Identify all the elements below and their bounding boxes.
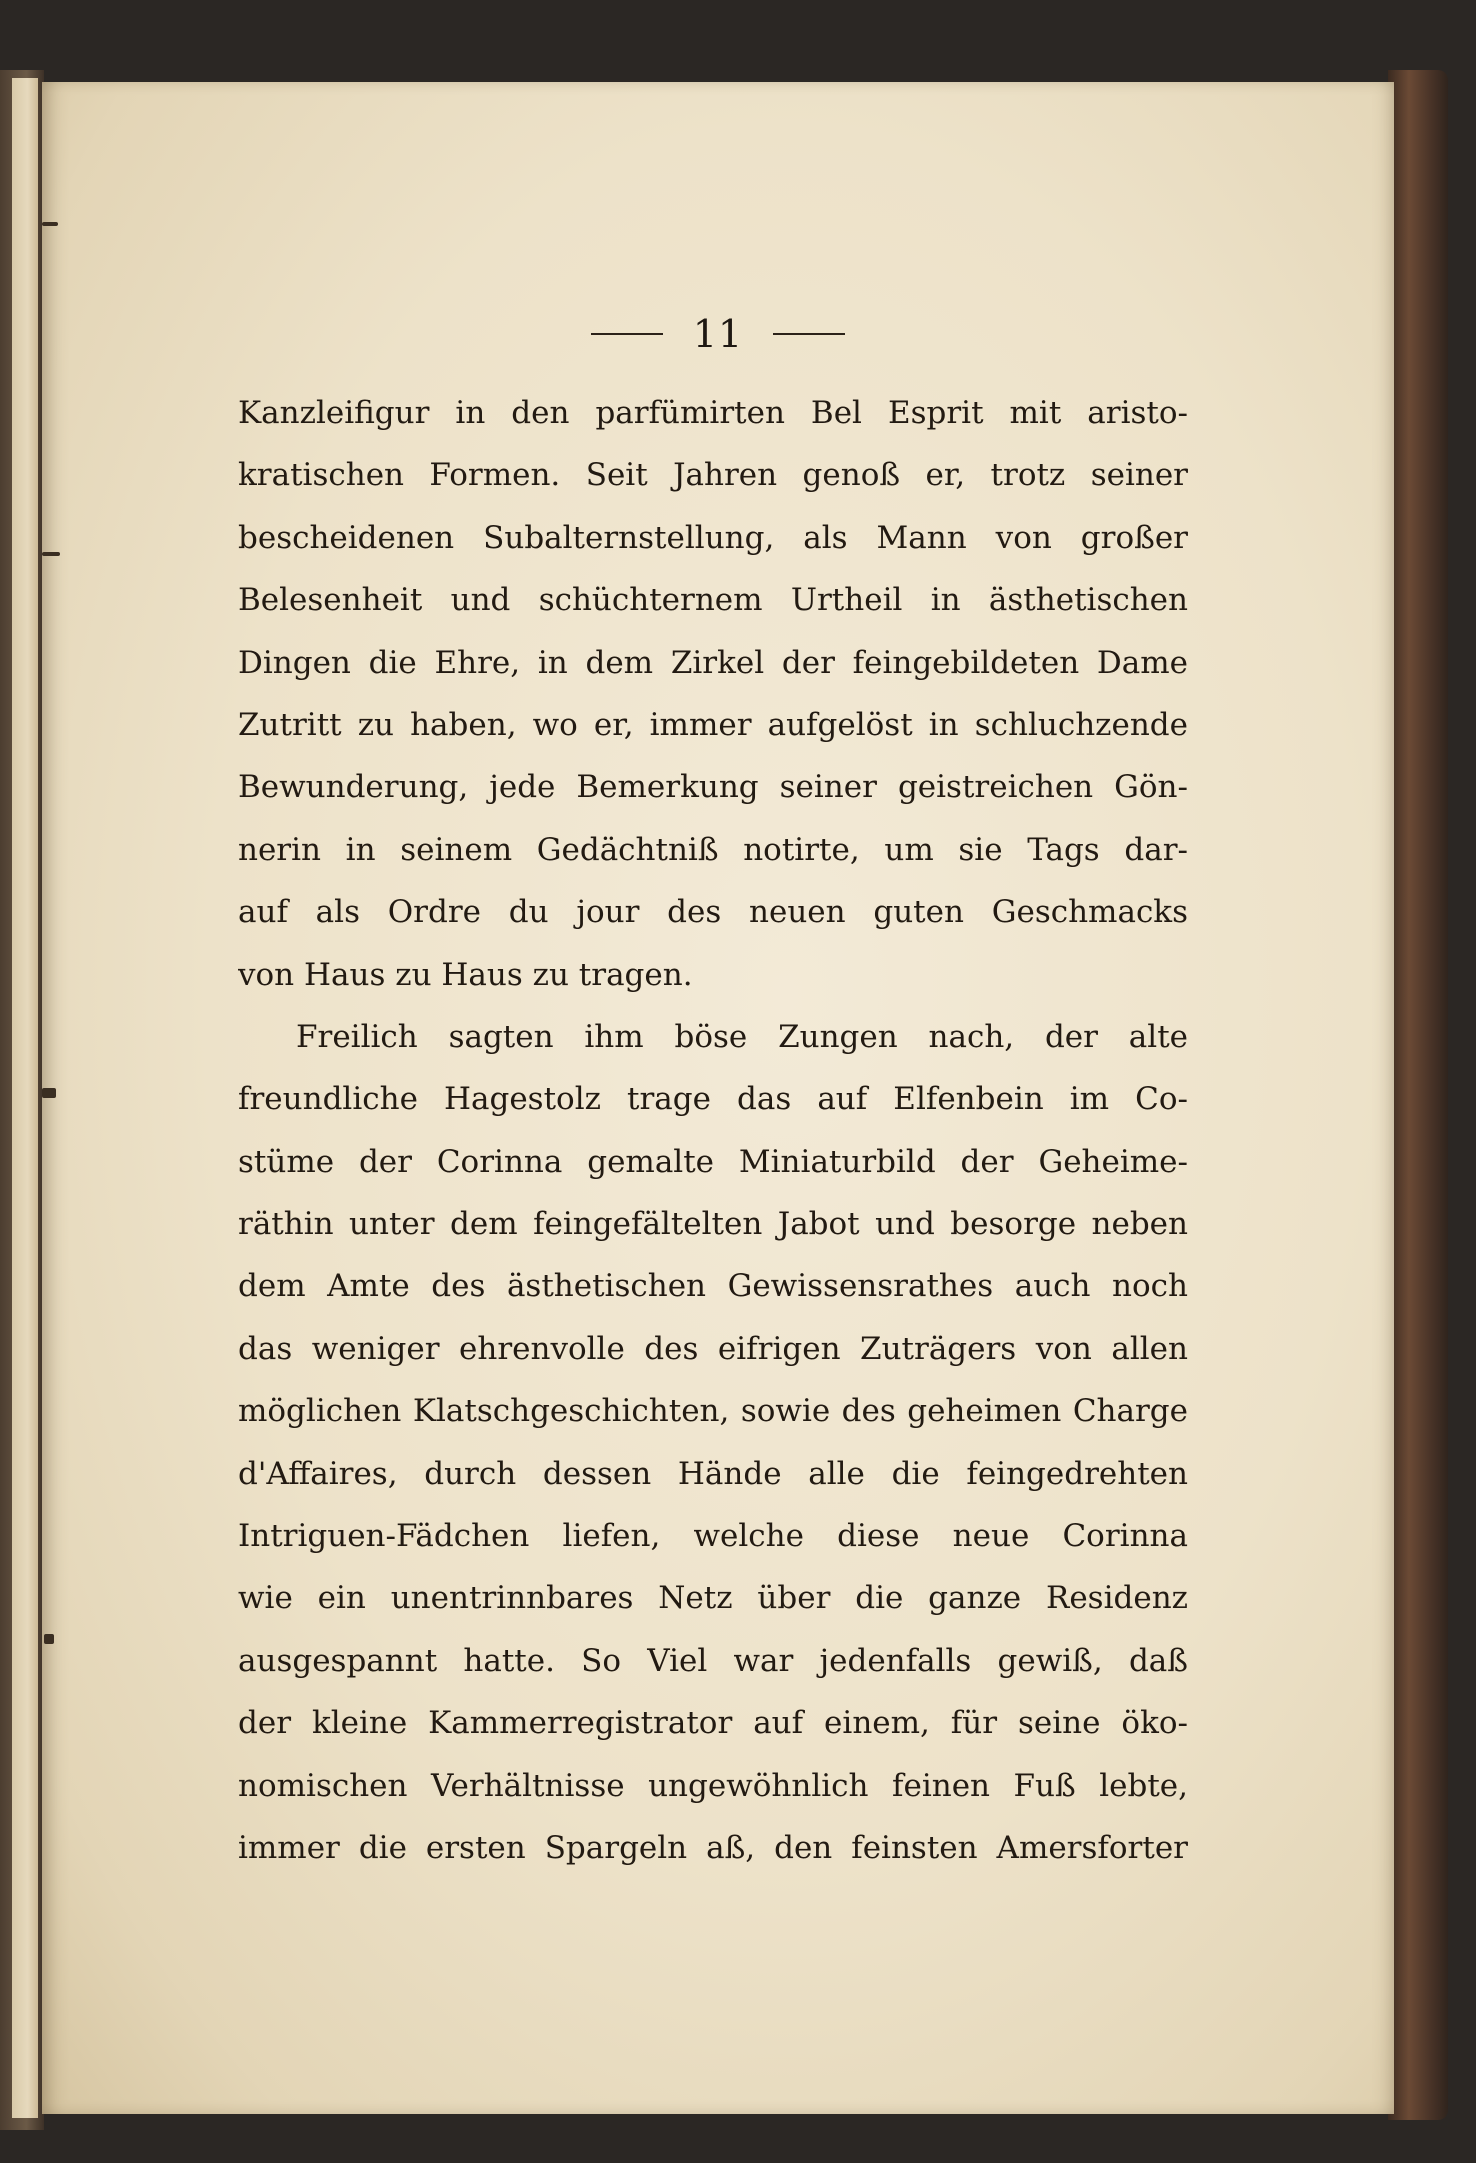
text-line: kratischen Formen. Seit Jahren genoß er, trotz seiner (238, 457, 1188, 494)
header-rule-left (591, 333, 663, 335)
text-line: stüme der Corinna gemalte Miniaturbild der Geheime- (238, 1143, 1188, 1180)
text-line: Belesenheit und schüchternem Urtheil in ästhetischen (238, 582, 1188, 619)
text-line: ausgespannt hatte. So Viel war jedenfalls gewiß, daß (238, 1642, 1188, 1679)
text-line: der kleine Kammerregistrator auf einem, für seine öko- (238, 1705, 1188, 1742)
text-line: nerin in seinem Gedächtniß notirte, um sie Tags dar- (238, 831, 1188, 868)
text-line: nomischen Verhältnisse ungewöhnlich feinen Fuß lebte, (238, 1767, 1188, 1804)
text-line: räthin unter dem feingefältelten Jabot und besorge neben (238, 1206, 1188, 1243)
text-line: das weniger ehrenvolle des eifrigen Zuträgers von allen (238, 1330, 1188, 1367)
margin-speck (42, 222, 58, 226)
book-cover-right (1388, 70, 1448, 2120)
text-line: freundliche Hagestolz trage das auf Elfenbein im Co- (238, 1081, 1188, 1118)
text-line-paragraph-end: von Haus zu Haus zu tragen. (238, 956, 693, 993)
text-line: Kanzleifigur in den parfümirten Bel Esprit mit aristo- (238, 395, 1188, 431)
text-line-paragraph-start: Freilich sagten ihm böse Zungen nach, der alte (296, 1018, 1188, 1055)
margin-speck (44, 1634, 54, 1644)
text-line: d'Affaires, durch dessen Hände alle die feingedrehten (238, 1455, 1188, 1492)
text-line: möglichen Klatschgeschichten, sowie des geheimen Charge (238, 1393, 1188, 1430)
margin-speck (42, 552, 60, 556)
text-line: bescheidenen Subalternstellung, als Mann von großer (238, 519, 1188, 556)
text-line: immer die ersten Spargeln aß, den feinsten Amersforter (238, 1829, 1188, 1866)
margin-speck (42, 1088, 56, 1098)
text-line: dem Amte des ästhetischen Gewissensrathes auch noch (238, 1268, 1188, 1305)
header-rule-right (773, 333, 845, 335)
page-number: 11 (692, 312, 744, 356)
text-line: Zutritt zu haben, wo er, immer aufgelöst in schluchzende (238, 706, 1188, 743)
left-page-edge (12, 78, 38, 2118)
text-line: auf als Ordre du jour des neuen guten Geschmacks (238, 894, 1188, 931)
book-page (42, 82, 1394, 2114)
text-line: wie ein unentrinnbares Netz über die ganze Residenz (238, 1580, 1188, 1617)
page-header (42, 304, 1394, 364)
text-line: Dingen die Ehre, in dem Zirkel der feingebildeten Dame (238, 644, 1188, 681)
text-line: Bewunderung, jede Bemerkung seiner geistreichen Gön- (238, 769, 1188, 806)
body-text (238, 382, 1188, 1879)
text-line: Intriguen-Fädchen liefen, welche diese neue Corinna (238, 1518, 1188, 1555)
